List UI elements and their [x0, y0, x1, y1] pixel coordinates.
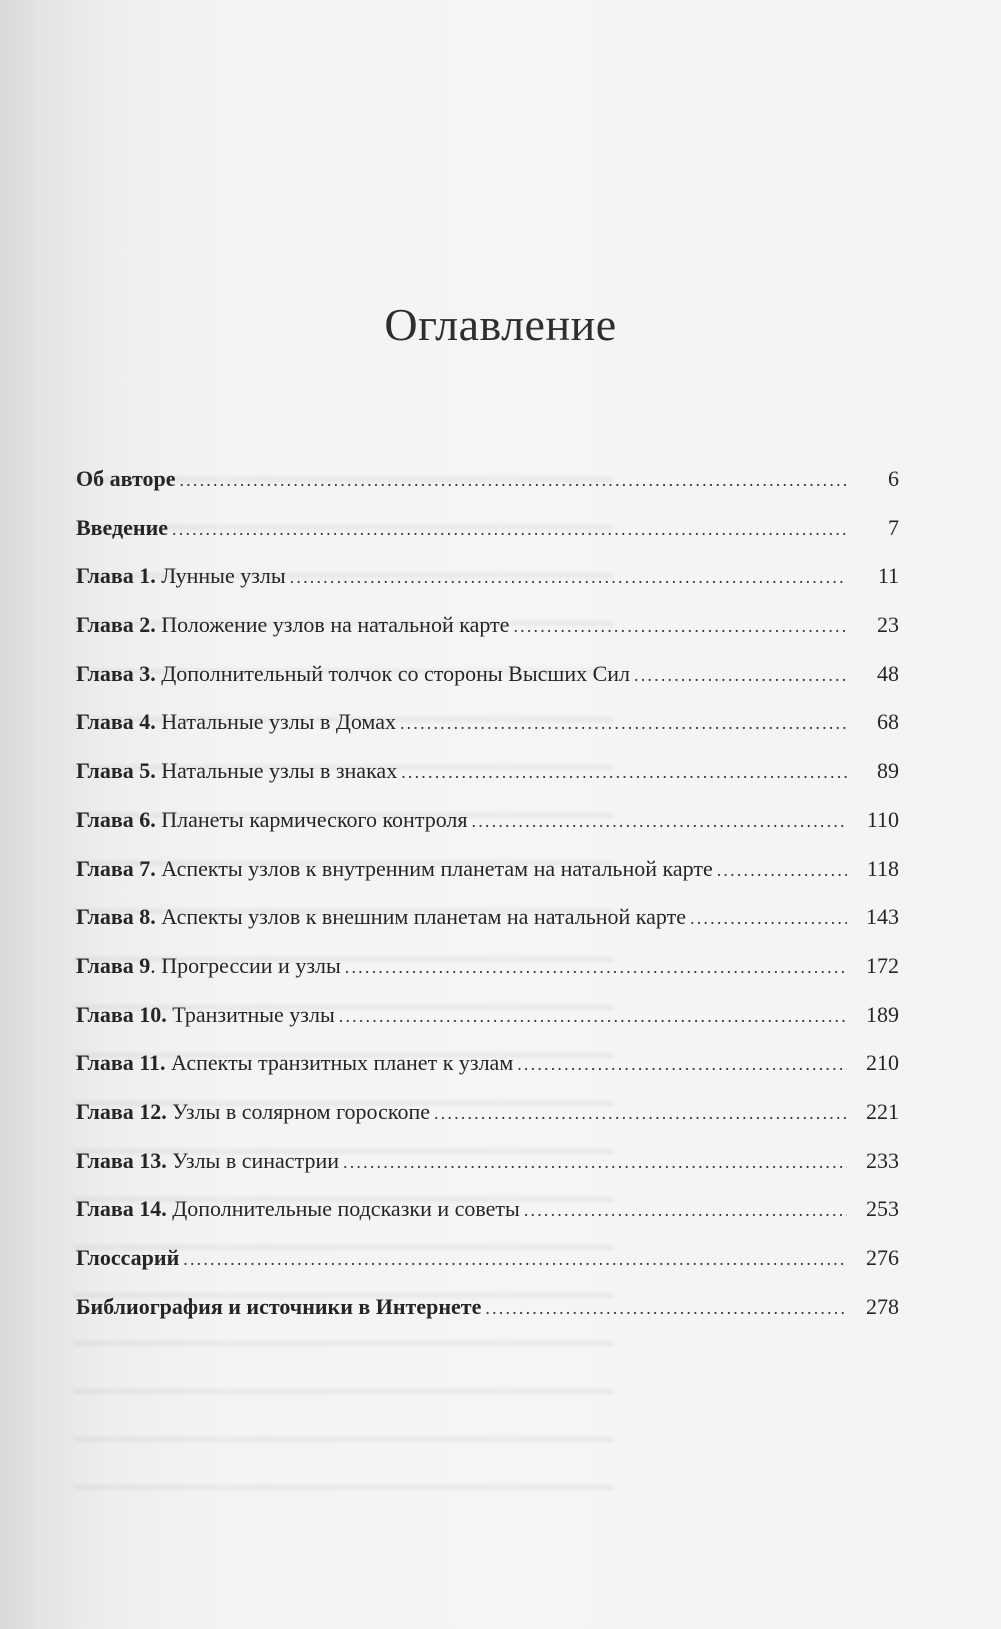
dot-leader [345, 954, 847, 980]
chapter-title: Натальные узлы в Домах [155, 709, 396, 735]
dot-leader [172, 516, 847, 542]
toc-entry-text [76, 856, 713, 882]
chapter-title: Узлы в синастрии [166, 1147, 340, 1173]
page-number: 11 [877, 563, 899, 589]
toc-entry [76, 612, 899, 661]
dot-leader [183, 1246, 847, 1272]
chapter-label: Глава 14. [76, 1196, 167, 1222]
dot-leader [434, 1100, 847, 1126]
chapter-label: Глава 13. [76, 1147, 167, 1173]
toc-entry [76, 856, 899, 905]
dot-leader [634, 662, 847, 688]
dot-leader [400, 710, 847, 736]
toc-entry-text [76, 466, 175, 492]
page-number: 276 [866, 1245, 899, 1270]
page-number: 253 [866, 1196, 899, 1222]
toc-entry [76, 466, 899, 515]
page-number: 110 [866, 806, 899, 832]
chapter-title: Библиография и источники в Интернете [76, 1293, 482, 1319]
toc-entry-text [76, 1196, 520, 1222]
chapter-title: Натальные узлы в знаках [155, 758, 398, 784]
chapter-label: Глава 1. [76, 563, 156, 589]
page-number: 89 [877, 758, 899, 784]
chapter-label: Глава 7. [76, 855, 156, 881]
dot-leader [472, 808, 847, 834]
toc-entry-text [76, 1294, 481, 1320]
chapter-title: Введение [76, 514, 169, 540]
dot-leader [690, 905, 847, 931]
toc-entry-text [76, 904, 686, 930]
toc-entry-text [76, 953, 341, 979]
page-number: 23 [877, 612, 899, 638]
page-number: 233 [866, 1147, 899, 1173]
toc-entry-text [76, 563, 286, 589]
toc-entry [76, 1002, 899, 1051]
page-title: Оглавление [384, 299, 617, 350]
toc-entry [76, 1294, 899, 1343]
chapter-label: Глава 9 [76, 952, 151, 978]
chapter-title: Лунные узлы [155, 563, 286, 589]
chapter-label: Глава 10. [76, 1001, 167, 1027]
toc-entry-text [76, 515, 168, 541]
chapter-label: Глава 5. [76, 758, 156, 784]
toc-entry [76, 904, 899, 953]
toc-entry-text [76, 1245, 179, 1271]
chapter-title: Аспекты узлов к внутренним планетам на натальной карте [155, 855, 713, 881]
dot-leader [517, 1051, 847, 1077]
dot-leader [290, 564, 847, 590]
chapter-title: Транзитные узлы [166, 1001, 335, 1027]
toc-entry [76, 1245, 899, 1294]
toc-entry-text [76, 758, 397, 784]
toc-entry-text [76, 612, 509, 638]
chapter-label: Глава 2. [76, 612, 156, 638]
page-number: 7 [888, 514, 899, 540]
toc-entry [76, 709, 899, 758]
chapter-title: Аспекты транзитных планет к узлам [165, 1050, 514, 1076]
chapter-label: Глава 4. [76, 709, 156, 735]
toc-entry-text [76, 1002, 335, 1028]
toc-entry [76, 1148, 899, 1197]
chapter-title: Аспекты узлов к внешним планетам на натальной карте [155, 904, 687, 930]
toc-entry-text [76, 709, 396, 735]
toc-entry-text [76, 1099, 430, 1125]
toc-entry [76, 1099, 899, 1148]
dot-leader [524, 1197, 847, 1223]
chapter-label: Глава 3. [76, 660, 156, 686]
dot-leader [339, 1003, 847, 1029]
table-of-contents [76, 466, 899, 1342]
toc-entry-text [76, 661, 630, 687]
page-number: 210 [866, 1050, 899, 1076]
chapter-title: . Прогрессии и узлы [150, 952, 341, 978]
toc-entry [76, 661, 899, 710]
page-number: 278 [866, 1293, 899, 1319]
chapter-label: Глава 11. [76, 1050, 166, 1076]
dot-leader [401, 759, 847, 785]
page-number: 189 [866, 1001, 899, 1027]
dot-leader [513, 613, 847, 639]
chapter-label: Глава 8. [76, 904, 156, 930]
page-number: 118 [866, 855, 899, 881]
page-number: 68 [877, 709, 899, 735]
chapter-title: Глоссарий [76, 1245, 180, 1270]
chapter-title: Дополнительный толчок со стороны Высших Сил [155, 660, 631, 686]
page-number: 143 [866, 904, 899, 930]
dot-leader [179, 467, 847, 493]
toc-entry-text [76, 1050, 513, 1076]
page-number: 172 [866, 952, 899, 978]
dot-leader [717, 857, 847, 883]
page-number: 6 [888, 466, 899, 491]
chapter-label: Глава 12. [76, 1098, 167, 1124]
page-number: 48 [877, 660, 899, 686]
page-number: 221 [866, 1098, 899, 1124]
toc-entry [76, 563, 899, 612]
toc-entry [76, 515, 899, 564]
chapter-title: Узлы в солярном гороскопе [166, 1098, 430, 1124]
chapter-title: Планеты кармического контроля [155, 806, 468, 832]
dot-leader [485, 1295, 847, 1321]
chapter-title: Положение узлов на натальной карте [155, 612, 510, 638]
toc-entry-text [76, 807, 468, 833]
toc-entry [76, 1196, 899, 1245]
dot-leader [343, 1149, 847, 1175]
toc-entry [76, 758, 899, 807]
toc-entry [76, 953, 899, 1002]
chapter-title: Об авторе [76, 466, 176, 491]
toc-entry [76, 807, 899, 856]
toc-entry-text [76, 1148, 339, 1174]
chapter-title: Дополнительные подсказки и советы [166, 1196, 520, 1222]
toc-entry [76, 1050, 899, 1099]
chapter-label: Глава 6. [76, 806, 156, 832]
